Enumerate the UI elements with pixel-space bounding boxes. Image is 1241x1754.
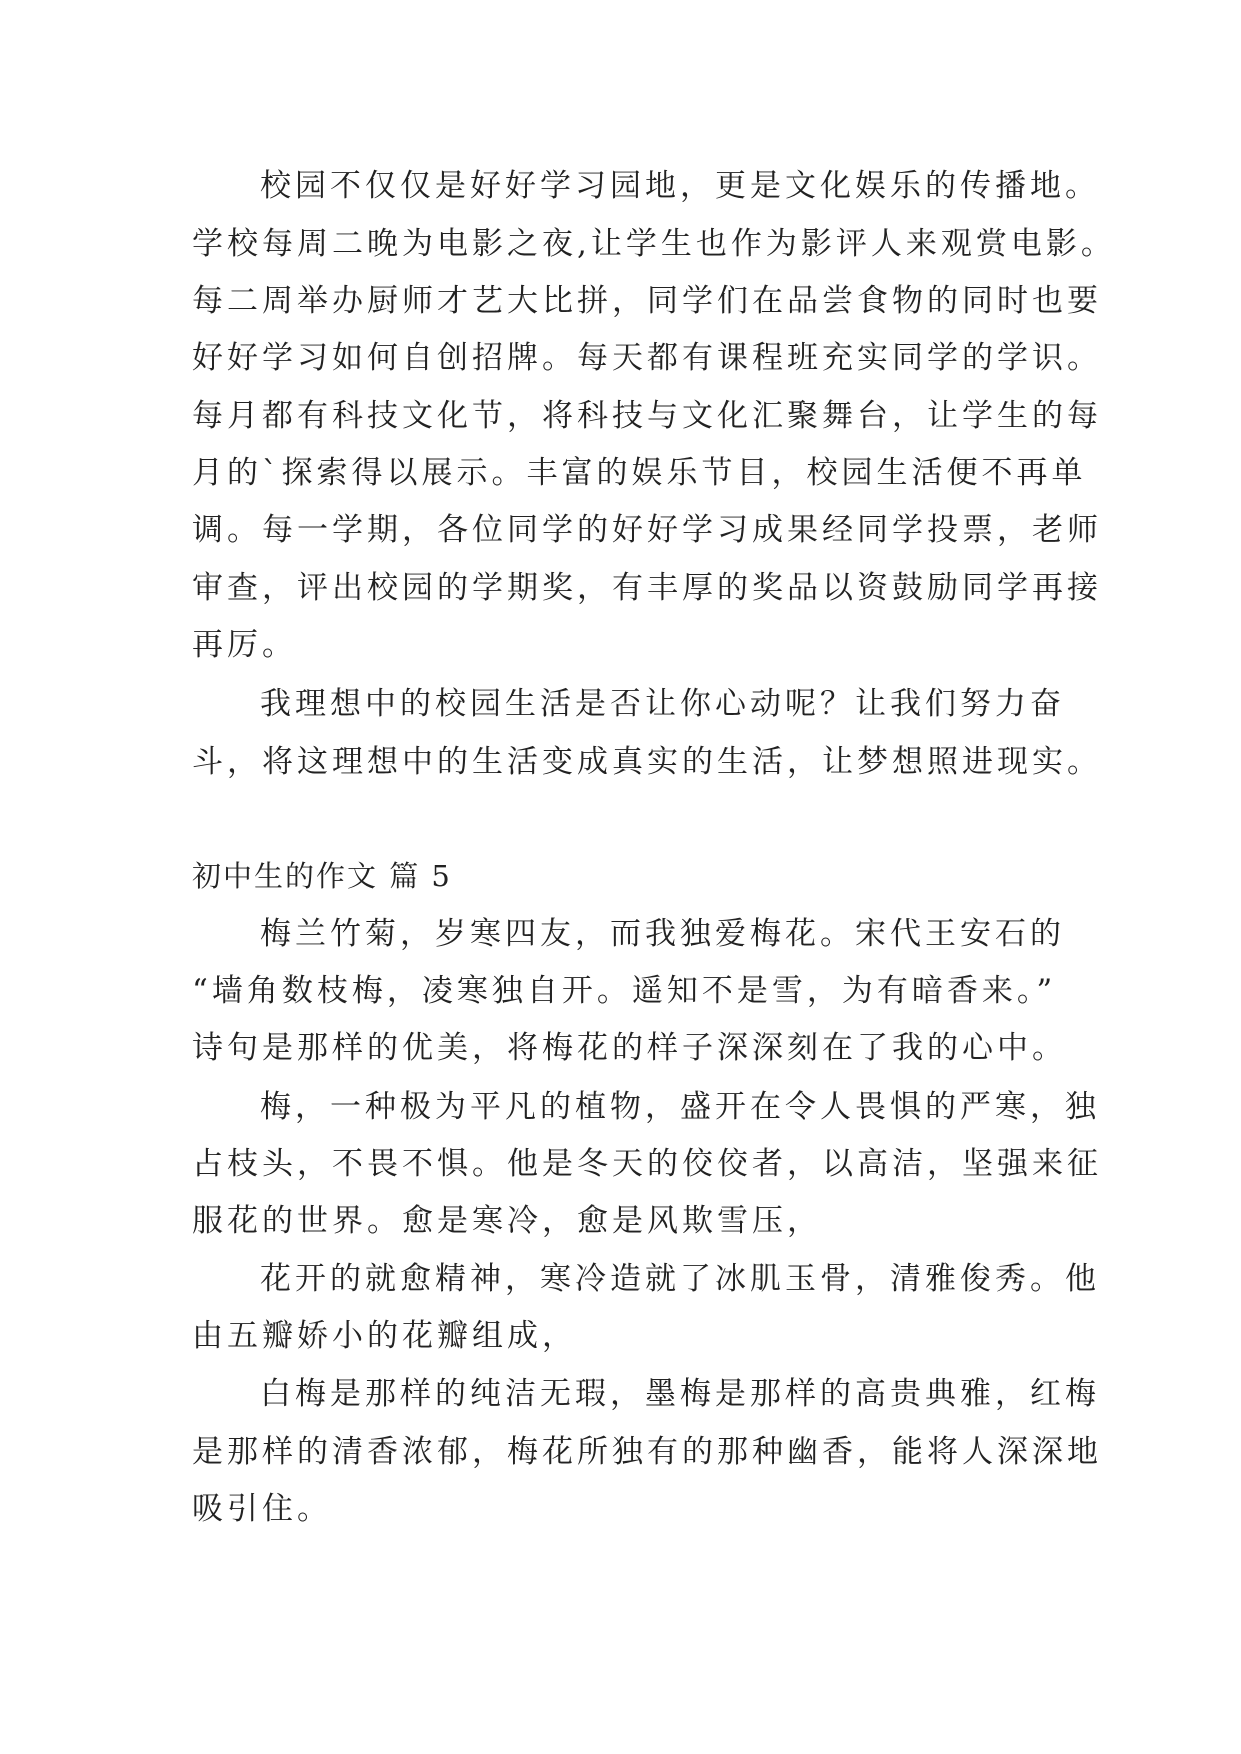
paragraph-line: 再厉。	[192, 627, 297, 663]
section-heading: 初中生的作文 篇 5	[192, 859, 452, 893]
paragraph-line: 审查，评出校园的学期奖，有丰厚的奖品以资鼓励同学再接	[192, 570, 1102, 606]
paragraph-line: 梅兰竹菊，岁寒四友，而我独爱梅花。宋代王安石的	[260, 916, 1065, 952]
paragraph-line: 梅，一种极为平凡的植物，盛开在令人畏惧的严寒，独	[260, 1089, 1100, 1125]
paragraph-line: 吸引住。	[192, 1491, 332, 1527]
paragraph-line: “墙角数枝梅，凌寒独自开。遥知不是雪，为有暗香来。”	[192, 973, 1057, 1009]
paragraph-line: 每二周举办厨师才艺大比拼，同学们在品尝食物的同时也要	[192, 283, 1102, 319]
paragraph-line: 校园不仅仅是好好学习园地，更是文化娱乐的传播地。	[260, 168, 1100, 204]
paragraph-line: 白梅是那样的纯洁无瑕，墨梅是那样的高贵典雅，红梅	[260, 1376, 1100, 1412]
paragraph-line: 诗句是那样的优美，将梅花的样子深深刻在了我的心中。	[192, 1030, 1067, 1066]
paragraph-line: 月的`探索得以展示。丰富的娱乐节目，校园生活便不再单	[192, 455, 1087, 491]
paragraph-line: 服花的世界。愈是寒冷，愈是风欺雪压，	[192, 1203, 822, 1239]
paragraph-line: 斗，将这理想中的生活变成真实的生活，让梦想照进现实。	[192, 744, 1102, 780]
paragraph-line: 调。每一学期，各位同学的好好学习成果经同学投票，老师	[192, 512, 1102, 548]
paragraph-line: 每月都有科技文化节，将科技与文化汇聚舞台，让学生的每	[192, 398, 1102, 434]
paragraph-line: 占枝头，不畏不惧。他是冬天的佼佼者，以高洁，坚强来征	[192, 1146, 1102, 1182]
paragraph-line: 由五瓣娇小的花瓣组成，	[192, 1318, 577, 1354]
paragraph-line: 是那样的清香浓郁，梅花所独有的那种幽香，能将人深深地	[192, 1434, 1102, 1470]
paragraph-line: 好好学习如何自创招牌。每天都有课程班充实同学的学识。	[192, 340, 1102, 376]
paragraph-line: 学校每周二晚为电影之夜,让学生也作为影评人来观赏电影。	[192, 226, 1116, 262]
paragraph-line: 花开的就愈精神，寒冷造就了冰肌玉骨，清雅俊秀。他	[260, 1261, 1100, 1297]
paragraph-line: 我理想中的校园生活是否让你心动呢？让我们努力奋	[260, 686, 1065, 722]
